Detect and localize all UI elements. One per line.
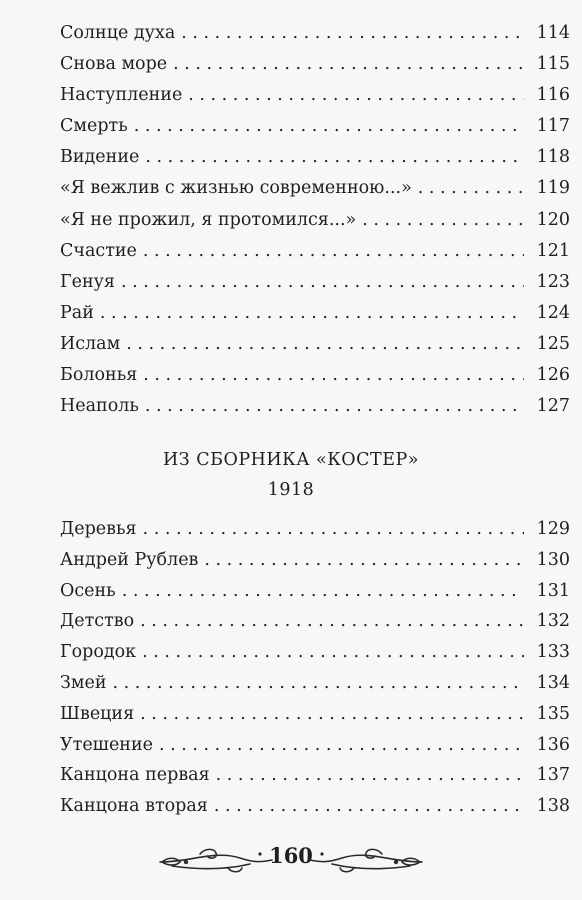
toc-page-number: 123 [536,271,570,292]
toc-row [60,545,572,576]
toc-row [60,173,572,204]
toc-page-number: 116 [536,85,570,106]
toc-page-number: 124 [536,302,570,323]
toc-page-number: 132 [536,611,570,632]
toc-page-number: 130 [536,549,570,570]
toc-page-number: 133 [536,642,570,663]
toc-row [60,329,572,360]
toc-title: Швеция [60,703,135,724]
toc-row [60,360,572,391]
toc-title: Наступление [60,85,183,106]
leader-dots [182,80,524,111]
toc-page-number: 137 [536,765,570,786]
section-heading: ИЗ СБОРНИКА «КОСТЕР» [163,450,419,470]
toc-title: Детство [60,611,135,632]
toc-page-number: 117 [536,116,570,137]
leader-dots [107,668,524,699]
toc-title: Канцона первая [60,765,210,786]
toc-title: Ислам [60,333,121,354]
toc-row [60,730,572,761]
toc-list-part2 [60,514,572,822]
toc-page-number: 121 [536,240,570,261]
leader-dots [94,298,524,329]
toc-row [60,668,572,699]
toc-title: Солнце духа [60,23,176,43]
toc-row [60,18,572,49]
leader-dots [116,576,524,607]
leader-dots [210,760,524,791]
toc-row [60,606,572,637]
toc-row [60,760,572,791]
toc-title: Видение [60,147,140,168]
toc-title: Канцона вторая [60,796,208,817]
leader-dots [208,791,524,822]
page-number: 160 [269,843,313,868]
leader-dots [134,699,524,730]
toc-page-number: 118 [536,147,570,168]
toc-page-number: 127 [536,396,570,417]
toc-page-number: 138 [536,796,570,817]
leader-dots [137,514,524,545]
toc-row [60,391,572,422]
toc-row [60,80,572,111]
toc-row [60,576,572,607]
leader-dots [175,18,524,49]
leader-dots [139,142,524,173]
toc-title: «Я не прожил, я протомился...» [60,209,357,230]
toc-title: Смерть [60,116,128,137]
toc-page-number: 136 [536,734,570,755]
leader-dots [120,329,524,360]
toc-title: Городок [60,642,137,663]
toc-list-part1 [60,18,572,422]
leader-dots [198,545,524,576]
toc-page-number: 134 [536,672,570,693]
toc-row [60,142,572,173]
toc-page-number: 119 [536,178,570,199]
toc-title: Андрей Рублев [60,549,199,570]
toc-page-number: 126 [536,365,570,386]
leader-dots [137,236,524,267]
leader-dots [167,49,524,80]
toc-page-number: 129 [536,519,570,539]
toc-title: Счастие [60,240,137,261]
leader-dots [128,111,524,142]
toc-title: Снова море [60,54,168,75]
toc-page-number: 131 [536,580,570,601]
toc-title: «Я вежлив с жизнью современною...» [60,178,412,199]
toc-page-number: 120 [536,209,570,230]
leader-dots [134,606,524,637]
toc-page-number: 135 [536,703,570,724]
leader-dots [136,637,524,668]
toc-page-number: 125 [536,333,570,354]
leader-dots [412,173,524,204]
toc-row [60,267,572,298]
toc-row [60,699,572,730]
toc-title: Генуя [60,271,115,292]
leader-dots [139,391,524,422]
toc-row [60,298,572,329]
leader-dots [356,205,524,236]
toc-title: Утешение [60,734,153,755]
toc-title: Рай [60,302,94,323]
leader-dots [153,730,524,761]
leader-dots [137,360,524,391]
toc-title: Осень [60,580,116,601]
leader-dots [115,267,524,298]
toc-title: Болонья [60,365,138,386]
toc-row [60,111,572,142]
toc-row [60,514,572,545]
toc-page-number: 114 [536,23,570,43]
toc-row [60,637,572,668]
toc-title: Деревья [60,519,137,539]
toc-title: Змей [60,672,107,693]
toc-page-number: 115 [536,54,570,75]
toc-title: Неаполь [60,396,139,417]
toc-row [60,791,572,822]
toc-row [60,49,572,80]
section-year: 1918 [267,480,315,500]
toc-row [60,205,572,236]
toc-row [60,236,572,267]
